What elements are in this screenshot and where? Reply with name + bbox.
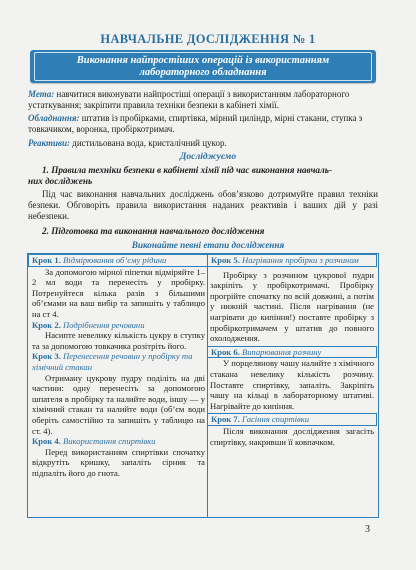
step-6-title: Випарювання розчину xyxy=(242,346,322,357)
steps-subheading: Виконайте певні етапи дослідження xyxy=(131,240,285,250)
topic-line-2: лабораторного обладнання xyxy=(139,66,267,78)
step-7-number: Крок 7. xyxy=(211,414,240,425)
step-6-header xyxy=(207,346,377,359)
step-2-number: Крок 2. xyxy=(32,319,61,330)
page-title: НАВЧАЛЬНЕ ДОСЛІДЖЕННЯ № 1 xyxy=(100,32,316,46)
step-2-text: Насипте невелику кількість цукру в ступку та за допомогою товкачика розітріть його. xyxy=(32,330,205,351)
step-7-text: Після виконання дослідження загасіть спиртівку, накривши її ковпачком. xyxy=(210,425,374,447)
topic-line-1: Виконання найпростіших операцій із використанням xyxy=(76,54,330,66)
goal-paragraph xyxy=(28,89,378,111)
investigate-heading: Досліджуємо xyxy=(179,152,237,162)
reagents-paragraph xyxy=(28,138,378,149)
section-2-heading xyxy=(28,226,378,237)
steps-right-column xyxy=(210,254,374,447)
step-1-title: Відмірювання об’єму рідини xyxy=(63,255,167,265)
goal-text: навчитися виконувати найпростіші операції з використанням лабораторного устаткування; закріпити правила техніки безпеки в кабінеті хімії. xyxy=(28,89,350,111)
step-1-text: За допомогою мірної піпетки відміряйте 1–2 мл води та перенесіть у пробірку. Потренуйтеся кілька разів з більшими об’ємами на ваш вибір та запишіть у таблицю на ст 4. xyxy=(32,266,205,319)
section-1-text: Під час виконання навчальних досліджень обов’язково дотримуйте правил техніки безпеки. Обговоріть правила використання наданих реактивів і ваших дій у разі небезпеки. xyxy=(28,189,378,222)
step-7-title: Гасіння спиртівки xyxy=(242,414,310,425)
step-5-title: Нагрівання пробірки з розчином xyxy=(242,255,359,265)
section-1-heading xyxy=(28,165,378,187)
step-4-text: Перед використанням спиртівки спочатку відкрутіть кришку, запаліть сірник та підпаліть його до гнота. xyxy=(32,446,205,478)
step-2-header xyxy=(32,320,205,331)
equipment-paragraph xyxy=(28,113,378,135)
step-1-number: Крок 1. xyxy=(32,255,61,265)
section-2-heading-text: 2. Підготовка та виконання навчального дослідження xyxy=(42,226,265,236)
step-4-header xyxy=(32,436,205,447)
step-5-number: Крок 5. xyxy=(211,255,240,265)
column-divider xyxy=(207,254,208,517)
step-2-title: Подрібнення речовини xyxy=(63,319,145,330)
section-1-heading-line-1: 1. Правила техніки безпеки в кабінеті хімії під час виконання навчаль- xyxy=(42,165,333,175)
steps-table xyxy=(27,253,379,518)
step-4-title: Використання спиртівки xyxy=(63,436,156,447)
step-6-text: У порцелянову чашу налийте з хімічного стакана невелику кількість розчину. Поставте спиртівку, запаліть. Закріпіть чашу на кільці в лабораторному штативі. Нагрівайте до кипіння. xyxy=(210,358,374,411)
steps-left-column xyxy=(32,254,205,478)
step-6-number: Крок 6. xyxy=(211,346,240,357)
section-1-heading-line-2: них досліджень xyxy=(28,176,93,186)
topic-banner-frame xyxy=(34,52,372,81)
step-4-number: Крок 4. xyxy=(32,436,61,447)
reagents-text: дистильована вода, кристалічний цукор. xyxy=(72,138,227,148)
step-7-header xyxy=(207,413,377,426)
step-5-text: Пробірку з розчином цукрової пудри закріпіть у пробіркотримачі. Пробірку прогрійте спочатку по всій довжині, а потім у нижній частині. Після нагрівання (не нагрівати до кипіння!) поставте пробірку з пробіркотримачем у штатив до повного охолодження. xyxy=(210,269,374,344)
step-3-title: Перенесення речовин у пробірку та хімічний стакан xyxy=(32,351,193,372)
topic-banner xyxy=(30,50,376,83)
step-3-header xyxy=(32,351,205,372)
page-number: 3 xyxy=(365,524,370,535)
equipment-text: штатив із пробірками, спиртівка, мірний циліндр, мірні стакани, ступка з товкачиком, воронка, пробіркотримач. xyxy=(28,113,363,135)
reagents-label: Реактиви: xyxy=(28,138,71,148)
step-5-header xyxy=(207,254,377,267)
step-1-header xyxy=(28,254,209,267)
goal-label: Мета: xyxy=(28,89,55,99)
step-3-text: Отриману цукрову пудру поділіть на дві частини: одну перенесіть за допомогою шпателя в пробірку та налийте води, іншу — у хімічний стакан та налийте води (об’єм води оберіть самостійно та запишіть у таблицю на ст. 4). xyxy=(32,372,205,436)
equipment-label: Обладнання: xyxy=(28,113,80,123)
step-3-number: Крок 3. xyxy=(32,351,61,362)
